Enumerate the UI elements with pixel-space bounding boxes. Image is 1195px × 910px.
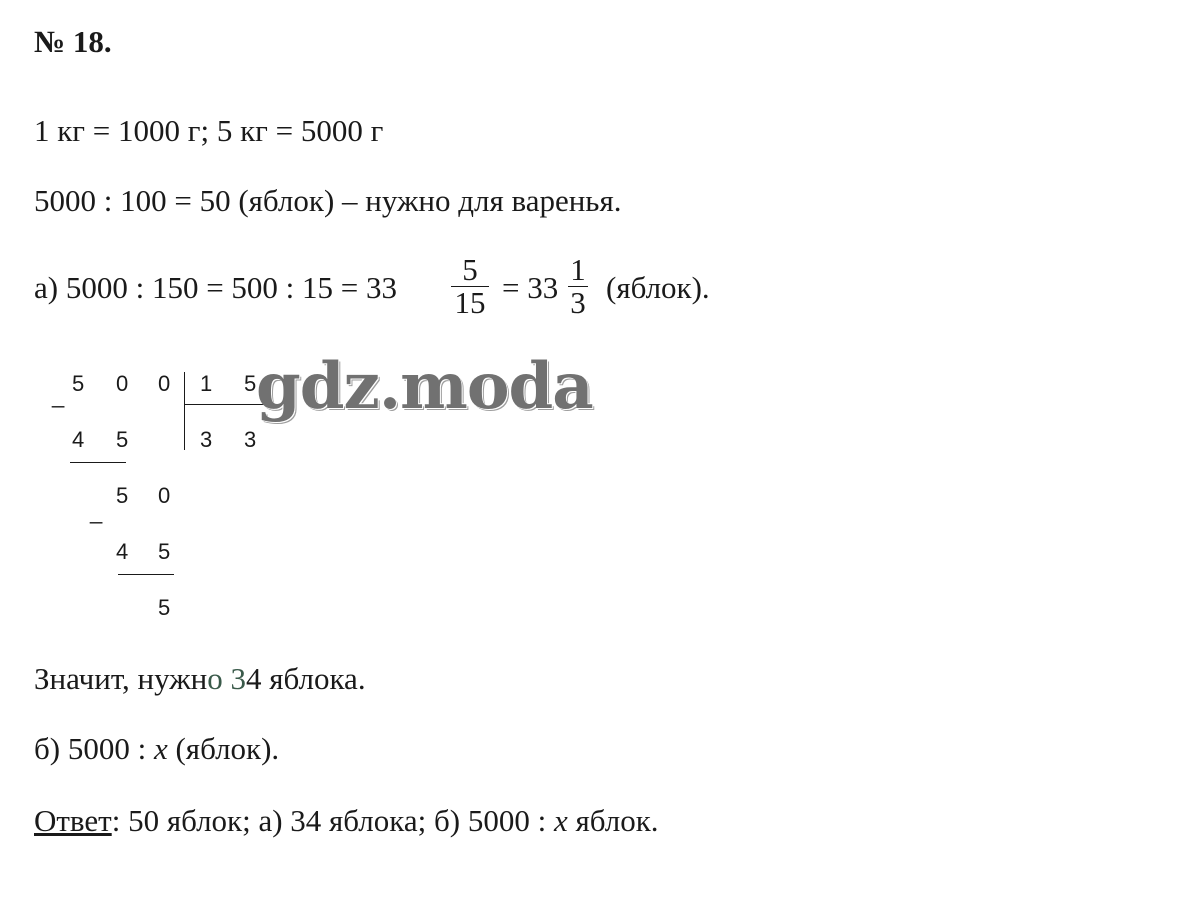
conclusion-accent: о 3 bbox=[207, 661, 246, 696]
conclusion-text-end: 4 яблока. bbox=[245, 661, 366, 696]
apples-needed-line: 5000 : 100 = 50 (яблок) – нужно для варенья. bbox=[34, 183, 622, 218]
unit-conversion-line: 1 кг = 1000 г; 5 кг = 5000 г bbox=[34, 113, 384, 148]
divisor-digit: 1 bbox=[200, 371, 213, 396]
part-a-equals: = 33 bbox=[502, 270, 559, 305]
division-bracket-horizontal bbox=[184, 404, 264, 405]
division-bracket-vertical bbox=[184, 372, 185, 450]
answer-text: : 50 яблок; а) 34 яблока; б) 5000 : bbox=[111, 803, 554, 838]
final-remainder: 5 bbox=[158, 595, 171, 620]
part-b-unit: (яблок). bbox=[167, 731, 280, 766]
conclusion-text: Значит, нужн bbox=[34, 661, 208, 696]
subtrahend-digit: 4 bbox=[116, 539, 129, 564]
part-a-expression: а) 5000 : 150 = 500 : 15 = 33 bbox=[34, 270, 398, 305]
subtrahend-digit: 5 bbox=[116, 427, 129, 452]
minus-sign: _ bbox=[52, 383, 65, 408]
subtrahend-digit: 5 bbox=[158, 539, 171, 564]
fraction-denominator: 3 bbox=[570, 285, 586, 320]
part-b-line bbox=[34, 731, 279, 767]
quotient-digit: 3 bbox=[244, 427, 257, 452]
conclusion-line bbox=[34, 661, 366, 697]
answer-line bbox=[34, 803, 659, 839]
fraction-numerator: 1 bbox=[570, 252, 586, 287]
quotient-digit: 3 bbox=[200, 427, 213, 452]
fraction-1-3 bbox=[566, 254, 590, 319]
fraction-denominator: 15 bbox=[454, 285, 486, 320]
fraction-5-15 bbox=[450, 254, 490, 319]
dividend-digit: 5 bbox=[72, 371, 85, 396]
subtraction-line bbox=[70, 462, 126, 463]
minus-sign: _ bbox=[90, 499, 103, 524]
subtraction-line bbox=[118, 574, 174, 575]
variable-x: x bbox=[553, 803, 568, 838]
watermark-logo: gdz.moda bbox=[256, 349, 593, 424]
dividend-digit: 0 bbox=[158, 371, 171, 396]
part-b-expression: б) 5000 : bbox=[34, 731, 154, 766]
answer-text-end: яблок. bbox=[567, 803, 659, 838]
dividend-digit: 0 bbox=[116, 371, 129, 396]
remainder-digit: 0 bbox=[158, 483, 171, 508]
variable-x: x bbox=[153, 731, 168, 766]
problem-number: № 18. bbox=[34, 24, 112, 59]
subtrahend-digit: 4 bbox=[72, 427, 85, 452]
divisor-digit: 5 bbox=[244, 371, 257, 396]
fraction-numerator: 5 bbox=[462, 252, 478, 287]
part-a-unit: (яблок). bbox=[606, 270, 710, 305]
remainder-digit: 5 bbox=[116, 483, 129, 508]
answer-label: Ответ bbox=[34, 803, 112, 838]
